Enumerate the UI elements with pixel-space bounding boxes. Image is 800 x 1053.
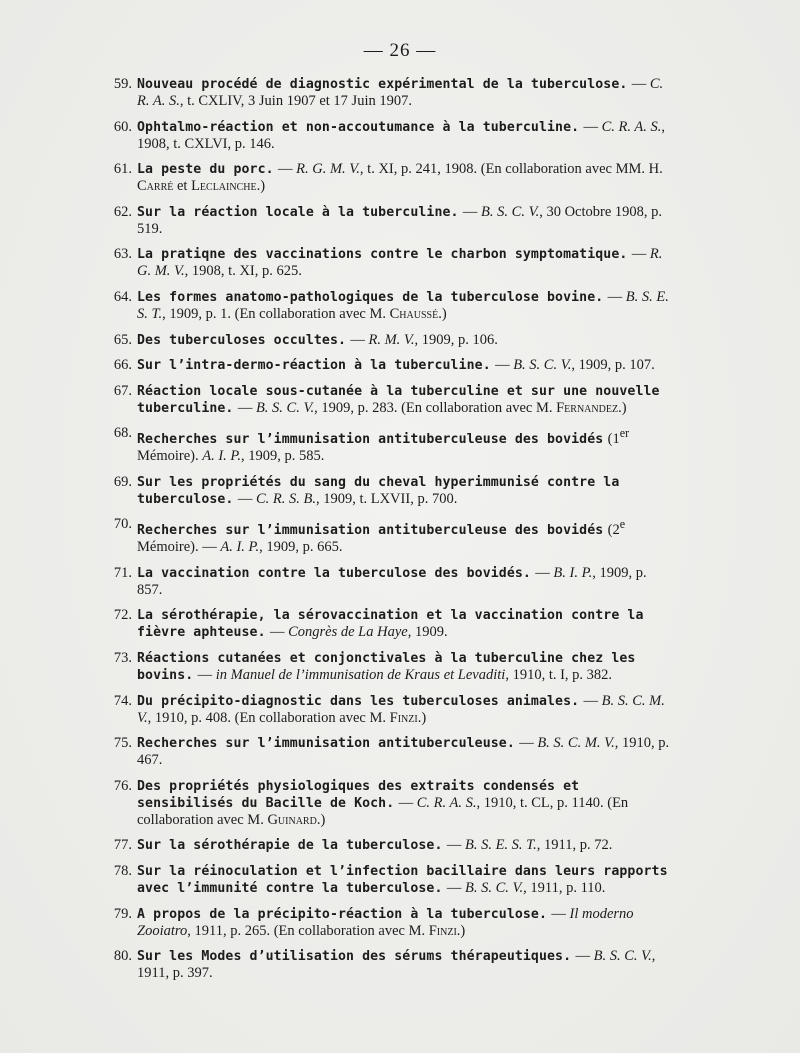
entry-reference: — B. S. E. S. T., 1909, p. 1. (En collaboration avec M. Chaussé.) bbox=[137, 288, 669, 322]
entry-title: La pratiqne des vaccinations contre le charbon symptomatique. bbox=[137, 247, 628, 263]
entry-title: Des propriétés physiologiques des extraits condensés et sensibilisés du Bacille de Koch. bbox=[137, 778, 580, 811]
entry-title: Sur la sérothérapie de la tuberculose. bbox=[137, 838, 443, 854]
bibliography-entry bbox=[104, 161, 670, 195]
entry-number: 67. bbox=[113, 382, 132, 399]
entry-number: 63. bbox=[113, 246, 132, 263]
entry-number: 73. bbox=[113, 649, 132, 666]
bibliography-entry bbox=[104, 76, 670, 110]
entry-title: Recherches sur l’immunisation antituberculeuse des bovidés bbox=[137, 432, 604, 448]
entry-reference: — R. G. M. V., 1908, t. XI, p. 625. bbox=[137, 246, 663, 280]
page-number: — 26 — bbox=[363, 40, 437, 61]
entry-title: Sur l’intra-dermo-réaction à la tuberculine. bbox=[137, 358, 491, 374]
entry-title: Sur la réinoculation et l’infection bacillaire dans leurs rapports avec l’immunité contre la tuberculose. bbox=[137, 863, 668, 896]
entry-reference: — in Manuel de l’immunisation de Kraus et Levaditi, 1910, t. I, p. 382. bbox=[197, 666, 613, 683]
entry-number: 74. bbox=[113, 692, 132, 709]
bibliography-entry bbox=[104, 357, 670, 374]
entry-number: 72. bbox=[113, 607, 132, 624]
entry-reference: — B. S. C. M. V., 1910, p. 467. bbox=[137, 735, 670, 769]
bibliography-entry bbox=[104, 383, 670, 417]
entry-reference: — Congrès de La Haye, 1909. bbox=[269, 624, 448, 641]
entry-number: 71. bbox=[113, 564, 132, 581]
bibliography-entry bbox=[104, 906, 670, 940]
bibliography-entry bbox=[104, 332, 670, 349]
entry-title: Recherches sur l’immunisation antituberculeuse des bovidés bbox=[137, 523, 604, 539]
entry-title: Sur les propriétés du sang du cheval hyperimmunisé contre la tuberculose. bbox=[137, 474, 620, 507]
bibliography-entry bbox=[104, 948, 670, 982]
entry-title: La peste du porc. bbox=[137, 162, 274, 178]
entry-title: Du précipito-diagnostic dans les tuberculoses animales. bbox=[137, 693, 580, 709]
entry-number: 78. bbox=[113, 862, 132, 879]
bibliography-entry bbox=[104, 204, 670, 238]
bibliography-list bbox=[104, 76, 670, 991]
bibliography-entry bbox=[104, 693, 670, 727]
entry-reference: — B. S. C. M. V., 1910, p. 408. (En collaboration avec M. Finzi.) bbox=[137, 692, 665, 726]
entry-reference: — R. G. M. V., t. XI, p. 241, 1908. (En collaboration avec MM. H. Carré et Leclainche.) bbox=[137, 161, 663, 195]
entry-number: 65. bbox=[113, 331, 132, 348]
entry-title: Nouveau procédé de diagnostic expérimental de la tuberculose. bbox=[137, 77, 628, 92]
bibliography-entry bbox=[104, 425, 670, 465]
bibliography-entry bbox=[104, 246, 670, 280]
entry-title: La vaccination contre la tuberculose des bovidés. bbox=[137, 565, 531, 581]
entry-number: 80. bbox=[113, 948, 132, 965]
bibliography-entry bbox=[104, 778, 670, 829]
entry-reference: — R. M. V., 1909, p. 106. bbox=[350, 331, 498, 348]
entry-number: 79. bbox=[113, 905, 132, 922]
entry-reference: — C. R. S. B., 1909, t. LXVII, p. 700. bbox=[237, 490, 458, 507]
entry-title: Les formes anatomo-pathologiques de la tuberculose bovine. bbox=[137, 289, 604, 305]
entry-number: 61. bbox=[113, 161, 132, 178]
entry-title: Ophtalmo-réaction et non-accoutumance à la tuberculine. bbox=[137, 119, 580, 135]
bibliography-entry bbox=[104, 289, 670, 323]
bibliography-entry bbox=[104, 863, 670, 897]
bibliography-entry bbox=[104, 735, 670, 769]
entry-reference: — Il moderno Zooiatro, 1911, p. 265. (En collaboration avec M. Finzi.) bbox=[137, 905, 634, 939]
entry-reference: (1er Mémoire). A. I. P., 1909, p. 585. bbox=[137, 426, 630, 465]
entry-title: La sérothérapie, la sérovaccination et la vaccination contre la fièvre aphteuse. bbox=[137, 608, 644, 641]
entry-title: Des tuberculoses occultes. bbox=[137, 332, 347, 348]
entry-title: Recherches sur l’immunisation antituberculeuse. bbox=[137, 736, 515, 752]
entry-reference: — B. S. C. V., 30 Octobre 1908, p. 519. bbox=[137, 203, 663, 237]
entry-title: Sur les Modes d’utilisation des sérums thérapeutiques. bbox=[137, 949, 572, 965]
entry-number: 68. bbox=[113, 425, 132, 442]
entry-reference: — B. S. C. V., 1909, p. 283. (En collaboration avec M. Fernandez.) bbox=[237, 399, 627, 416]
bibliography-entry bbox=[104, 516, 670, 556]
entry-reference: — B. S. E. S. T., 1911, p. 72. bbox=[446, 837, 613, 854]
bibliography-entry bbox=[104, 650, 670, 684]
entry-number: 69. bbox=[113, 473, 132, 490]
bibliography-entry bbox=[104, 474, 670, 508]
bibliography-entry bbox=[104, 837, 670, 854]
entry-reference: — B. S. C. V., 1911, p. 110. bbox=[446, 879, 606, 896]
entry-number: 66. bbox=[113, 357, 132, 374]
entry-number: 64. bbox=[113, 288, 132, 305]
entry-title: Sur la réaction locale à la tuberculine. bbox=[137, 204, 459, 220]
entry-title: A propos de la précipito-réaction à la tuberculose. bbox=[137, 906, 548, 922]
entry-number: 77. bbox=[113, 837, 132, 854]
entry-number: 59. bbox=[113, 76, 132, 92]
entry-reference: — B. I. P., 1909, p. 857. bbox=[137, 564, 647, 598]
entry-number: 75. bbox=[113, 735, 132, 752]
entry-reference: — C. R. A. S., 1910, t. CL, p. 1140. (En collaboration avec M. Guinard.) bbox=[137, 794, 629, 828]
bibliography-entry bbox=[104, 565, 670, 599]
entry-title: Réaction locale sous-cutanée à la tuberculine et sur une nouvelle tuberculine. bbox=[137, 383, 660, 416]
entry-reference: — C. R. A. S., t. CXLIV, 3 Juin 1907 et 17 Juin 1907. bbox=[137, 76, 664, 109]
entry-reference: — B. S. C. V., 1909, p. 107. bbox=[495, 357, 655, 374]
entry-number: 62. bbox=[113, 203, 132, 220]
entry-number: 70. bbox=[113, 516, 132, 533]
bibliography-entry bbox=[104, 607, 670, 641]
entry-reference: — C. R. A. S., 1908, t. CXLVI, p. 146. bbox=[137, 118, 666, 152]
bibliography-entry bbox=[104, 119, 670, 153]
entry-number: 60. bbox=[113, 118, 132, 135]
entry-reference: (2e Mémoire). — A. I. P., 1909, p. 665. bbox=[137, 517, 626, 556]
entry-title: Réactions cutanées et conjonctivales à la tuberculine chez les bovins. bbox=[137, 650, 636, 683]
entry-reference: — B. S. C. V., 1911, p. 397. bbox=[137, 948, 656, 982]
entry-number: 76. bbox=[113, 777, 132, 794]
